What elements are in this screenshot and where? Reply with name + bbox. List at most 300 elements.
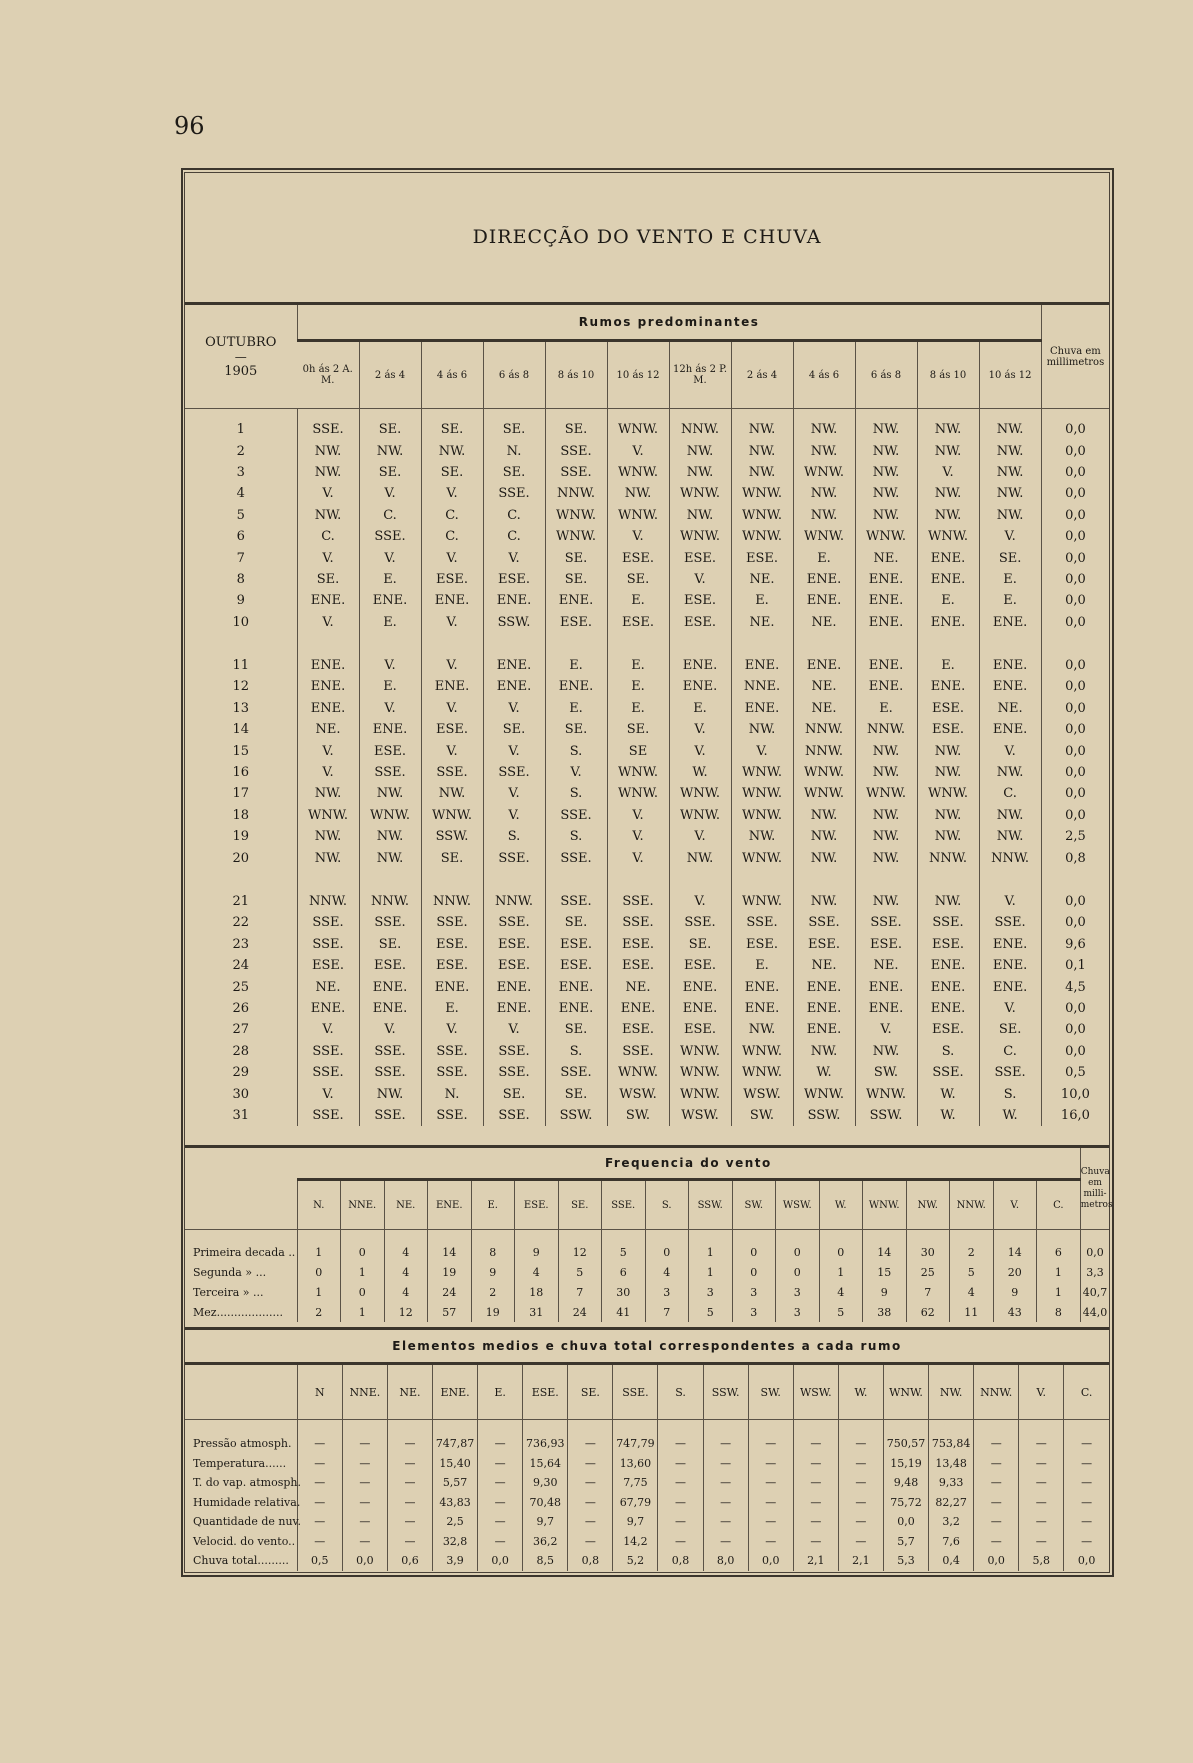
direction-cell: SSE. [669, 912, 731, 933]
direction-cell: V. [297, 762, 359, 783]
element-cell: — [342, 1532, 387, 1552]
element-cell: — [342, 1512, 387, 1532]
elementos-table [185, 1327, 1109, 1571]
day-cell: 13 [232, 700, 250, 716]
element-cell: 7,75 [613, 1473, 658, 1493]
rain-header [1041, 304, 1109, 409]
direction-cell: ESE. [669, 547, 731, 568]
direction-cell: NNW. [979, 847, 1041, 868]
element-cell: 5,2 [613, 1551, 658, 1571]
day-cell: 18 [232, 807, 250, 823]
time-header: 10 ás 12 [979, 341, 1041, 409]
direction-header: WSW. [776, 1180, 820, 1230]
direction-cell: V. [669, 740, 731, 761]
direction-cell: W. [669, 762, 731, 783]
direction-cell: V. [297, 1019, 359, 1040]
direction-cell: S. [545, 826, 607, 847]
direction-cell: ESE. [545, 955, 607, 976]
direction-cell: NW. [979, 440, 1041, 461]
direction-cell: SE. [359, 409, 421, 441]
time-header: 6 ás 8 [483, 341, 545, 409]
direction-cell: ENE. [793, 655, 855, 676]
direction-cell: E. [731, 590, 793, 611]
rain-cell: 16,0 [1041, 1105, 1109, 1126]
direction-cell: NW. [793, 483, 855, 504]
direction-header: E. [471, 1180, 515, 1230]
direction-cell: C. [483, 526, 545, 547]
element-cell: 9,33 [929, 1473, 974, 1493]
direction-cell: ESE. [917, 934, 979, 955]
direction-header: SSW. [703, 1364, 748, 1420]
time-header: 0h ás 2 A. M. [302, 364, 353, 386]
table-row [185, 698, 1109, 719]
rain-cell: 44,0 [1080, 1302, 1109, 1322]
direction-cell: ENE. [917, 612, 979, 633]
direction-cell: SSE. [483, 1105, 545, 1126]
table-row [185, 505, 1109, 526]
page-title: DIRECÇÃO DO VENTO E CHUVA [472, 226, 822, 248]
direction-cell: ENE. [979, 676, 1041, 697]
direction-cell: SSE. [607, 1041, 669, 1062]
direction-cell: ENE. [545, 676, 607, 697]
row-label: T. do vap. atmosph. [193, 1476, 301, 1490]
element-cell: 36,2 [523, 1532, 568, 1552]
direction-cell: W. [917, 1083, 979, 1104]
day-cell: 28 [232, 1043, 250, 1059]
direction-cell: NNE. [731, 676, 793, 697]
row-label-header [185, 1180, 297, 1230]
frequency-cell: 9 [515, 1230, 559, 1263]
rumos-group-header [297, 304, 1041, 341]
direction-cell: ENE. [793, 1019, 855, 1040]
element-cell: 7,6 [929, 1532, 974, 1552]
direction-cell: E. [979, 590, 1041, 611]
rain-cell: 0,0 [1041, 483, 1109, 504]
direction-cell: ESE. [421, 719, 483, 740]
day-cell: 30 [232, 1086, 250, 1102]
direction-cell: V. [297, 612, 359, 633]
direction-cell: NE. [855, 547, 917, 568]
direction-cell: WNW. [607, 762, 669, 783]
day-cell: 19 [232, 829, 250, 845]
frequency-cell: 11 [950, 1302, 994, 1322]
direction-cell: WNW. [731, 847, 793, 868]
direction-cell: ESE. [607, 955, 669, 976]
direction-cell: WNW. [607, 505, 669, 526]
direction-cell: SSW. [483, 612, 545, 633]
direction-cell: ESE. [669, 612, 731, 633]
rain-header-label: Chuva em millimetros [1046, 345, 1105, 368]
direction-cell: V. [979, 740, 1041, 761]
element-cell: 0,8 [568, 1551, 613, 1571]
direction-cell: NW. [855, 462, 917, 483]
day-cell: 4 [236, 486, 245, 502]
direction-cell: NE. [731, 612, 793, 633]
day-cell: 27 [232, 1022, 250, 1038]
frequency-cell: 1 [1037, 1282, 1081, 1302]
frequency-cell: 6 [1037, 1230, 1081, 1263]
row-label: Chuva total......... [193, 1554, 289, 1568]
direction-cell: ENE. [917, 998, 979, 1019]
direction-cell: V. [979, 526, 1041, 547]
table-row [185, 676, 1109, 697]
elementos-group-title: Elementos medios e chuva total correspondentes a cada rumo [392, 1339, 902, 1353]
table-row [185, 719, 1109, 740]
direction-cell: C. [979, 1041, 1041, 1062]
direction-cell: SSE. [359, 762, 421, 783]
direction-cell: V. [359, 1019, 421, 1040]
table-row [185, 590, 1109, 611]
table-row [185, 783, 1109, 804]
direction-cell: SSE. [297, 409, 359, 441]
direction-cell: V. [297, 547, 359, 568]
time-header: 4 ás 6 [793, 341, 855, 409]
frequency-cell: 3 [732, 1282, 776, 1302]
direction-cell: ESE. [731, 934, 793, 955]
element-cell: — [297, 1473, 342, 1493]
direction-cell: ENE. [483, 655, 545, 676]
direction-cell: SE. [483, 1083, 545, 1104]
direction-cell: NW. [359, 783, 421, 804]
table-row [185, 1493, 1109, 1513]
direction-cell: NW. [855, 826, 917, 847]
table-row [185, 526, 1109, 547]
frequency-cell: 1 [297, 1282, 341, 1302]
element-cell: 8,0 [703, 1551, 748, 1571]
direction-cell: V. [483, 1019, 545, 1040]
direction-cell: WNW. [731, 783, 793, 804]
element-cell: 82,27 [929, 1493, 974, 1513]
table-row [185, 1512, 1109, 1532]
time-header: 4 ás 6 [421, 341, 483, 409]
direction-cell: ENE. [669, 976, 731, 997]
direction-cell: W. [979, 1105, 1041, 1126]
frequency-cell: 14 [428, 1230, 472, 1263]
direction-cell: SSE. [297, 1105, 359, 1126]
direction-cell: NE. [855, 955, 917, 976]
row-label: Velocid. do vento.. [193, 1534, 296, 1548]
frequency-cell: 1 [819, 1262, 863, 1282]
element-cell: 0,4 [929, 1551, 974, 1571]
direction-cell: WNW. [731, 1041, 793, 1062]
day-cell: 1 [236, 422, 245, 438]
frequency-cell: 3 [645, 1282, 689, 1302]
direction-cell: V. [669, 719, 731, 740]
frequency-cell: 12 [558, 1230, 602, 1263]
direction-cell: SSW. [855, 1105, 917, 1126]
direction-cell: SE. [545, 1083, 607, 1104]
direction-cell: NW. [297, 826, 359, 847]
direction-cell: ESE. [359, 740, 421, 761]
direction-cell: WNW. [917, 526, 979, 547]
direction-cell: V. [607, 826, 669, 847]
direction-cell: ESE. [545, 612, 607, 633]
direction-cell: SSE. [421, 762, 483, 783]
direction-cell: NW. [917, 440, 979, 461]
frequency-cell: 4 [384, 1282, 428, 1302]
frequency-cell: 0 [341, 1230, 385, 1263]
element-cell: 5,3 [883, 1551, 928, 1571]
direction-cell: NW. [979, 462, 1041, 483]
direction-cell: ENE. [731, 998, 793, 1019]
element-cell: 0,0 [974, 1551, 1019, 1571]
element-cell: — [793, 1454, 838, 1474]
direction-cell: SE. [545, 547, 607, 568]
frequency-cell: 3 [776, 1302, 820, 1322]
direction-cell: ESE. [483, 955, 545, 976]
rain-cell: 0,8 [1041, 847, 1109, 868]
direction-cell: S. [545, 740, 607, 761]
element-cell: — [1019, 1493, 1064, 1513]
frequency-cell: 2 [471, 1282, 515, 1302]
day-cell: 29 [232, 1065, 250, 1081]
direction-cell: NW. [793, 409, 855, 441]
day-cell: 20 [232, 850, 250, 866]
time-header: 10 ás 12 [607, 341, 669, 409]
element-cell: — [838, 1512, 883, 1532]
element-cell: — [974, 1493, 1019, 1513]
element-cell: — [974, 1454, 1019, 1474]
table-row [185, 1083, 1109, 1104]
direction-cell: WNW. [545, 505, 607, 526]
direction-cell: NE. [297, 719, 359, 740]
direction-cell: NW. [297, 440, 359, 461]
direction-cell: ENE. [545, 976, 607, 997]
element-cell: — [703, 1420, 748, 1454]
direction-header: SSE. [613, 1364, 658, 1420]
day-cell: 2 [236, 443, 245, 459]
direction-cell: E. [855, 698, 917, 719]
direction-cell: E. [917, 655, 979, 676]
direction-cell: E. [545, 698, 607, 719]
direction-cell: WNW. [421, 805, 483, 826]
direction-cell: WNW. [731, 483, 793, 504]
element-cell: 70,48 [523, 1493, 568, 1513]
year-label: 1905 [224, 363, 258, 379]
frequency-cell: 19 [428, 1262, 472, 1282]
direction-cell: V. [359, 698, 421, 719]
element-cell: — [478, 1473, 523, 1493]
direction-cell: ENE. [483, 976, 545, 997]
table-row [185, 891, 1109, 912]
element-cell: — [748, 1454, 793, 1474]
element-cell: 9,7 [613, 1512, 658, 1532]
direction-cell: ENE. [917, 955, 979, 976]
direction-cell: NNW. [483, 891, 545, 912]
element-cell: — [478, 1493, 523, 1513]
direction-cell: ESE. [607, 547, 669, 568]
table-row [185, 547, 1109, 568]
direction-cell: WNW. [731, 1062, 793, 1083]
frequency-cell: 57 [428, 1302, 472, 1322]
direction-cell: NW. [793, 805, 855, 826]
direction-cell: WNW. [855, 783, 917, 804]
direction-header: NNW. [950, 1180, 994, 1230]
frequency-cell: 3 [732, 1302, 776, 1322]
frequency-cell: 30 [906, 1230, 950, 1263]
direction-cell: V. [669, 826, 731, 847]
row-label: Pressão atmosph. [193, 1437, 292, 1451]
frequency-cell: 1 [1037, 1262, 1081, 1282]
direction-cell: NW. [731, 409, 793, 441]
rain-cell: 3,3 [1080, 1262, 1109, 1282]
direction-cell: SE. [359, 934, 421, 955]
direction-cell: SSE. [359, 1105, 421, 1126]
rain-cell: 0,0 [1041, 505, 1109, 526]
direction-cell: SSE. [359, 1062, 421, 1083]
day-cell: 14 [232, 722, 250, 738]
element-cell: 15,19 [883, 1454, 928, 1474]
direction-cell: NW. [297, 847, 359, 868]
direction-cell: NW. [359, 1083, 421, 1104]
element-cell: — [658, 1473, 703, 1493]
direction-cell: WNW. [669, 526, 731, 547]
direction-cell: V. [483, 547, 545, 568]
direction-cell: WNW. [607, 1062, 669, 1083]
direction-cell: SE. [669, 934, 731, 955]
frequency-cell: 4 [819, 1282, 863, 1302]
frequency-cell: 5 [950, 1262, 994, 1282]
table-row [185, 1532, 1109, 1552]
freq-rain-header [1080, 1147, 1113, 1230]
rain-cell: 0,0 [1041, 526, 1109, 547]
frequency-cell: 5 [558, 1262, 602, 1282]
direction-cell: NW. [669, 462, 731, 483]
day-cell: 22 [232, 915, 250, 931]
direction-cell: ENE. [483, 998, 545, 1019]
direction-cell: NW. [917, 891, 979, 912]
element-cell: — [703, 1532, 748, 1552]
direction-cell: E. [793, 547, 855, 568]
direction-cell: SSE. [359, 526, 421, 547]
direction-cell: NW. [669, 847, 731, 868]
time-header: 8 ás 10 [917, 341, 979, 409]
frequency-cell: 2 [297, 1302, 341, 1322]
direction-cell: ENE. [855, 676, 917, 697]
element-cell: — [478, 1532, 523, 1552]
direction-cell: SW. [731, 1105, 793, 1126]
direction-cell: ESE. [607, 934, 669, 955]
element-cell: — [748, 1512, 793, 1532]
direction-cell: S. [917, 1041, 979, 1062]
direction-cell: V. [483, 740, 545, 761]
direction-cell: SE. [545, 1019, 607, 1040]
element-cell: — [478, 1420, 523, 1454]
direction-cell: NNW. [669, 409, 731, 441]
element-cell: — [1064, 1454, 1109, 1474]
direction-cell: SSE. [545, 462, 607, 483]
direction-cell: V. [359, 547, 421, 568]
rain-cell: 40,7 [1080, 1282, 1109, 1302]
direction-cell: S. [483, 826, 545, 847]
direction-cell: V. [607, 440, 669, 461]
direction-cell: SE. [979, 1019, 1041, 1040]
frequency-cell: 12 [384, 1302, 428, 1322]
direction-cell: ENE. [359, 976, 421, 997]
element-cell: 8,5 [523, 1551, 568, 1571]
table-row [185, 826, 1109, 847]
direction-cell: SSW. [545, 1105, 607, 1126]
direction-cell: V. [483, 805, 545, 826]
frequency-cell: 1 [297, 1230, 341, 1263]
direction-cell: SE [607, 740, 669, 761]
table-row [185, 740, 1109, 761]
direction-cell: ENE. [917, 547, 979, 568]
element-cell: 5,57 [433, 1473, 478, 1493]
direction-cell: ENE. [793, 590, 855, 611]
direction-cell: SE. [421, 462, 483, 483]
direction-cell: SSE. [297, 1041, 359, 1062]
element-cell: — [568, 1493, 613, 1513]
element-cell: — [1019, 1473, 1064, 1493]
direction-cell: ENE. [855, 655, 917, 676]
element-cell: 13,48 [929, 1454, 974, 1474]
table-row [185, 934, 1109, 955]
element-cell: — [748, 1493, 793, 1513]
frequency-cell: 1 [689, 1230, 733, 1263]
element-cell: — [342, 1473, 387, 1493]
rain-cell: 0,0 [1041, 783, 1109, 804]
element-cell: — [1019, 1420, 1064, 1454]
direction-cell: WNW. [855, 1083, 917, 1104]
frequency-cell: 4 [645, 1262, 689, 1282]
direction-cell: V. [421, 698, 483, 719]
element-cell: 0,6 [387, 1551, 432, 1571]
rain-cell: 0,0 [1041, 1019, 1109, 1040]
table-row [185, 483, 1109, 504]
direction-cell: ESE. [545, 934, 607, 955]
direction-cell: SSE. [979, 1062, 1041, 1083]
direction-cell: WNW. [793, 762, 855, 783]
rain-cell: 0,0 [1041, 569, 1109, 590]
element-cell: — [297, 1454, 342, 1474]
direction-cell: V. [731, 740, 793, 761]
direction-cell: NW. [917, 805, 979, 826]
frequency-cell: 6 [602, 1262, 646, 1282]
direction-cell: ESE. [669, 955, 731, 976]
direction-cell: WNW. [669, 483, 731, 504]
day-cell: 11 [232, 658, 250, 674]
direction-cell: ENE. [855, 976, 917, 997]
element-cell: — [793, 1512, 838, 1532]
direction-cell: NW. [917, 505, 979, 526]
element-cell: — [568, 1512, 613, 1532]
direction-cell: ENE. [855, 612, 917, 633]
direction-cell: V. [359, 483, 421, 504]
direction-cell: ENE. [979, 976, 1041, 997]
frequency-cell: 7 [558, 1282, 602, 1302]
direction-cell: ENE. [917, 676, 979, 697]
time-header: 2 ás 4 [731, 341, 793, 409]
direction-cell: WNW. [669, 1062, 731, 1083]
rain-cell: 0,0 [1041, 891, 1109, 912]
element-cell: — [387, 1454, 432, 1474]
direction-cell: SE. [359, 462, 421, 483]
direction-cell: NW. [979, 762, 1041, 783]
direction-cell: ENE. [483, 676, 545, 697]
time-header: 2 ás 4 [359, 341, 421, 409]
direction-cell: NW. [793, 891, 855, 912]
direction-header: SSE. [602, 1180, 646, 1230]
direction-cell: WNW. [607, 462, 669, 483]
month-dash: — [234, 349, 247, 364]
direction-cell: V. [421, 612, 483, 633]
day-cell: 26 [232, 1000, 250, 1016]
element-cell: 3,9 [433, 1551, 478, 1571]
element-cell: 15,40 [433, 1454, 478, 1474]
direction-cell: NW. [917, 409, 979, 441]
direction-cell: SSE. [421, 912, 483, 933]
